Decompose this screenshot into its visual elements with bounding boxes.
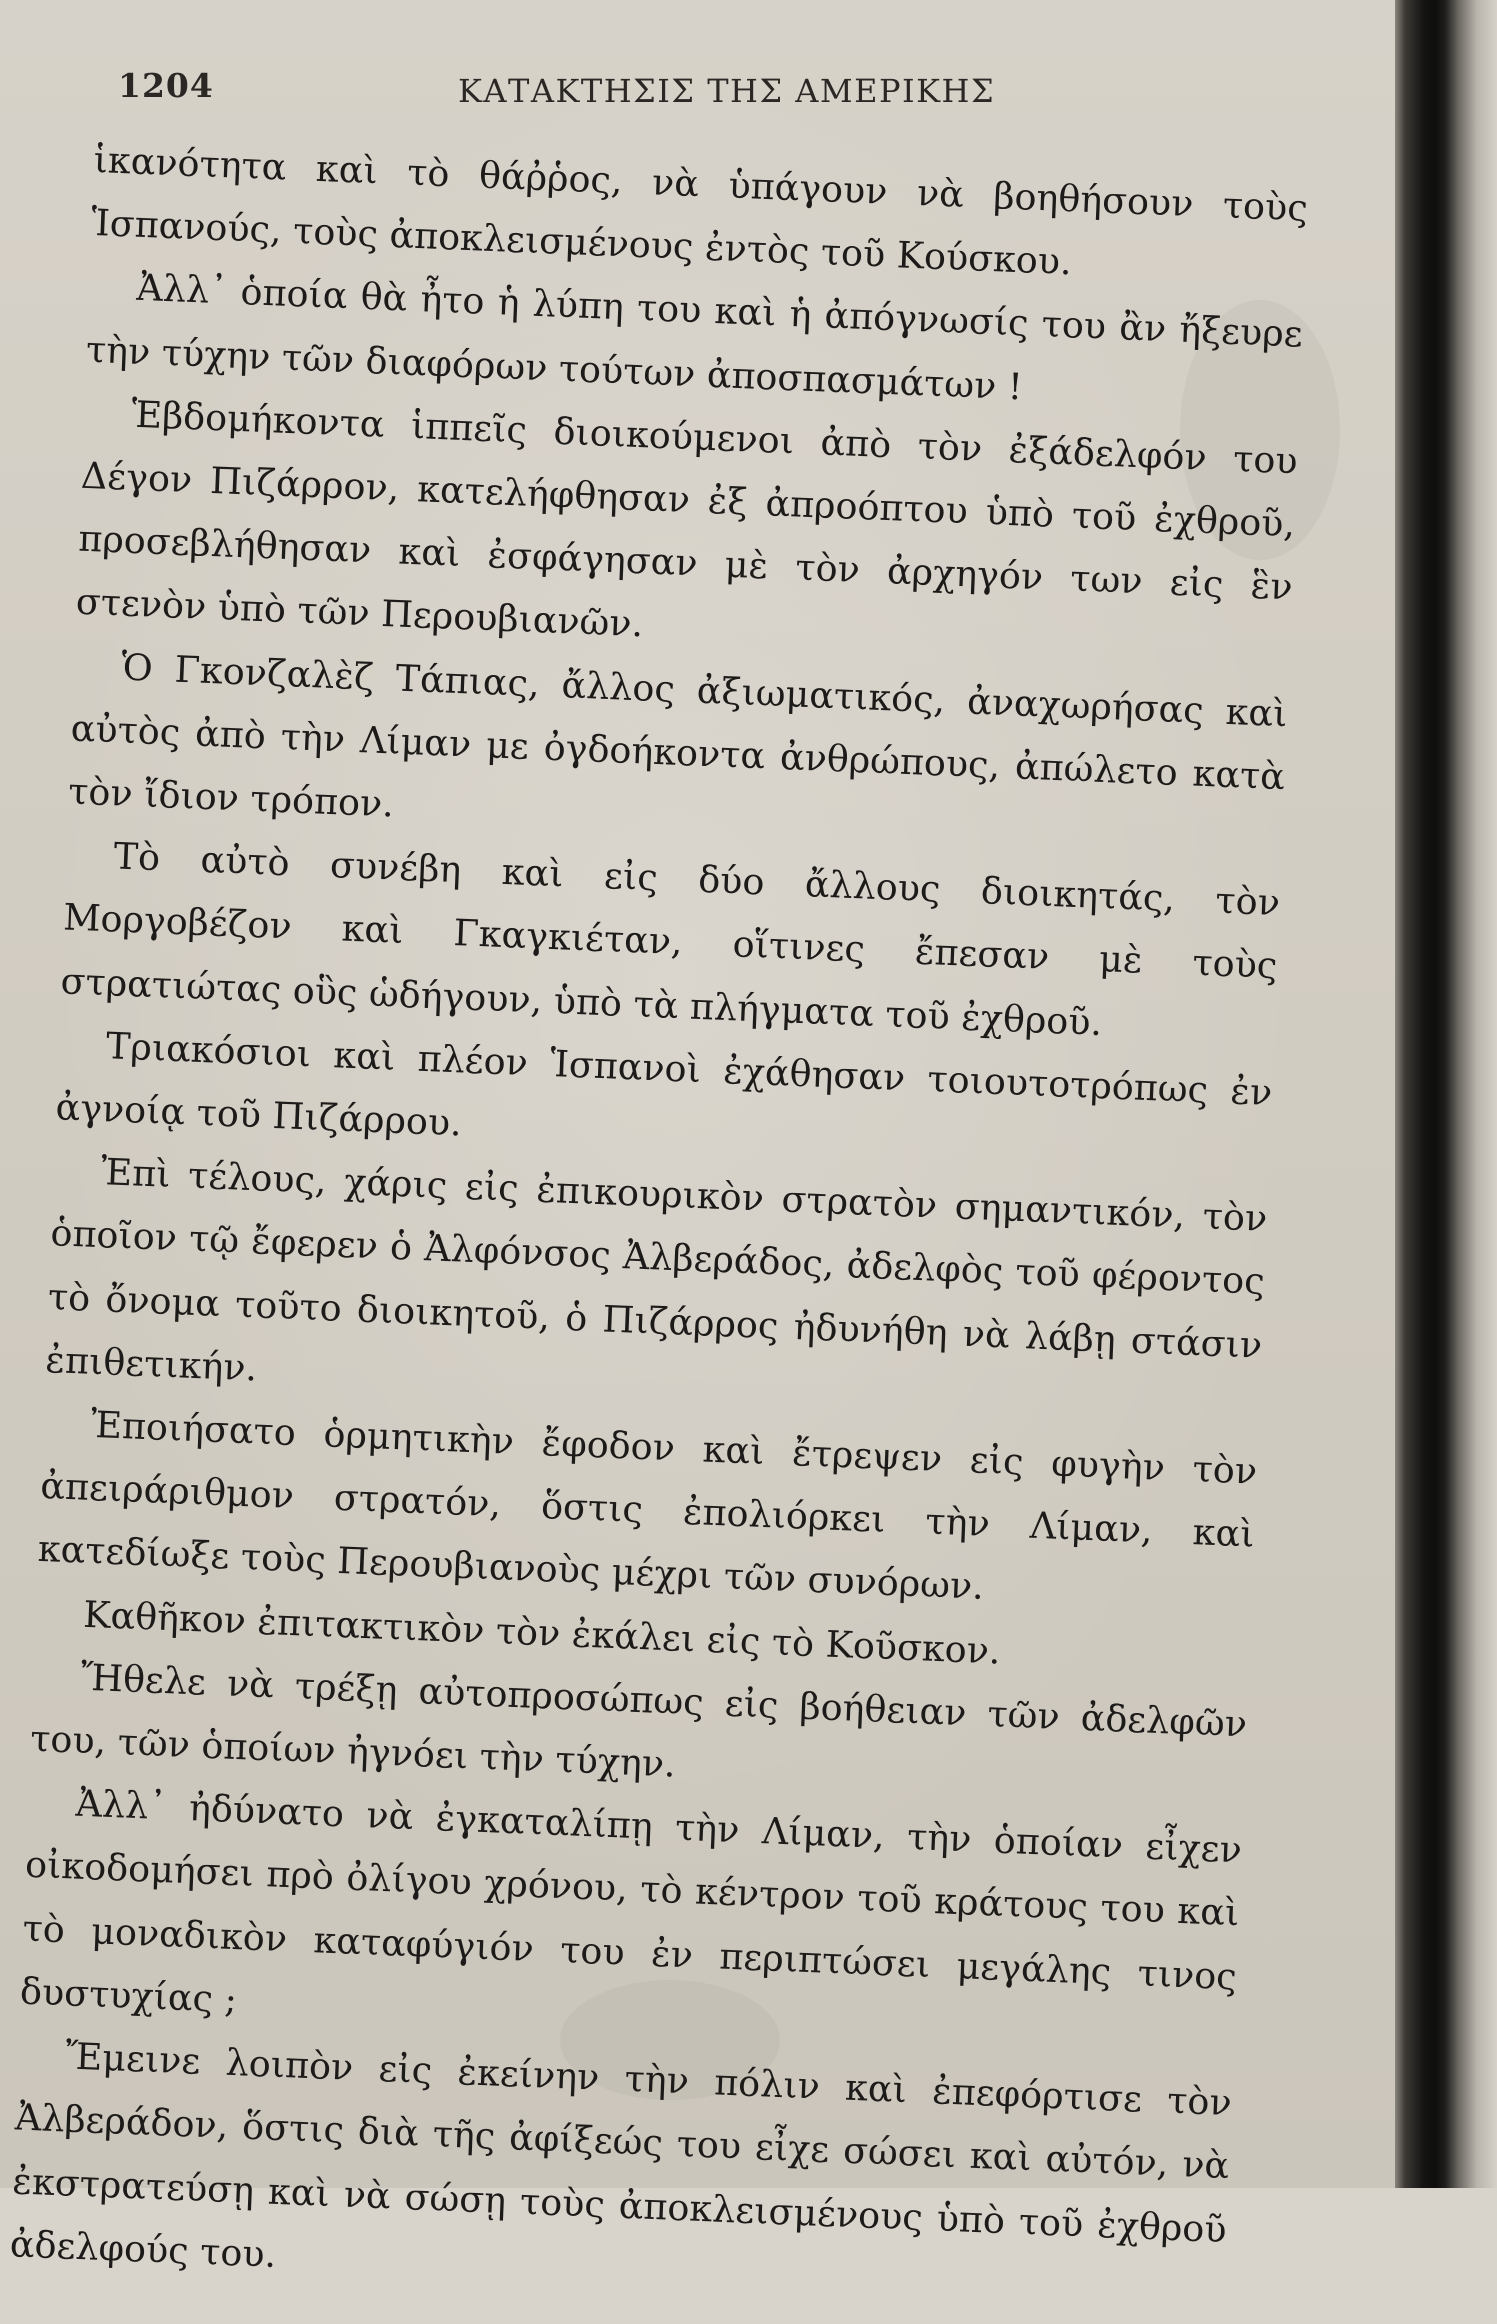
- paragraph: Καθῆκον ἐπιτακτικὸν τὸν ἐκάλει εἰς τὸ Κοῦσκον.: [82, 1592, 1002, 1673]
- paragraph: Ἀλλ᾽ ὁποία θὰ ἦτο ἡ λύπη του καὶ ἡ ἀπόγνωσίς του ἂν ἤξευρε τὴν τύχην τῶν διαφόρων τούτων ἀποσπασμάτων !: [85, 266, 1304, 409]
- book-gutter: [1395, 0, 1497, 2188]
- running-title: ΚΑΤΑΚΤΗΣΙΣ ΤΗΣ ΑΜΕΡΙΚΗΣ: [458, 72, 996, 110]
- paragraph: Τὸ αὐτὸ συνέβη καὶ εἰς δύο ἄλλους διοικητάς, τὸν Μοργοβέζον καὶ Γκαγκιέταν, οἵτινες ἔπεσαν μὲ τοὺς στρατιώτας οὓς ὡδήγουν, ὑπὸ τὰ πλήγματα τοῦ ἐχθροῦ.: [59, 834, 1281, 1044]
- paragraph: Ἑβδομήκοντα ἱππεῖς διοικούμενοι ἀπὸ τὸν ἐξάδελφόν του Δέγον Πιζάρρον, κατελήφθησαν ἐξ ἀπροόπτου ὑπὸ τοῦ ἐχθροῦ, προσεβλήθησαν καὶ ἐσφάγησαν μὲ τὸν ἀρχηγόν των εἰς ἓν στενὸν ὑπὸ τῶν Περουβιανῶν.: [75, 392, 1299, 646]
- paragraph: Ἤθελε νὰ τρέξῃ αὐτοπροσώπως εἰς βοήθειαν τῶν ἀδελφῶν του, τῶν ὁποίων ἠγνόει τὴν τύχην.: [29, 1655, 1248, 1786]
- paragraph: Ἐποιήσατο ὁρμητικὴν ἔφοδον καὶ ἔτρεψεν εἰς φυγὴν τὸν ἀπειράριθμον στρατόν, ὅστις ἐπολιόρκει τὴν Λίμαν, καὶ κατεδίωξε τοὺς Περουβιανοὺς μέχρι τῶν συνόρων.: [37, 1402, 1258, 1609]
- paragraph: Ἔμεινε λοιπὸν εἰς ἐκείνην τὴν πόλιν καὶ ἐπεφόρτισε τὸν Ἀλβεράδον, ὅστις διὰ τῆς ἀφίξεώς του εἶχε σώσει καὶ αὐτόν, νὰ ἐκστρατεύσῃ καὶ νὰ σώσῃ τοὺς ἀποκλεισμένους ὑπὸ τοῦ ἐχθροῦ ἀδελφούς του.: [9, 2034, 1233, 2276]
- paragraph: Ἐπὶ τέλους, χάρις εἰς ἐπικουρικὸν στρατὸν σημαντικόν, τὸν ὁποῖον τῷ ἔφερεν ὁ Ἀλφόνσος Ἀλβεράδος, ἀδελφὸς τοῦ φέροντος τὸ ὄνομα τοῦτο διοικητοῦ, ὁ Πιζάρρος ἠδυνήθη νὰ λάβῃ στάσιν ἐπιθετικήν.: [44, 1150, 1269, 1390]
- paragraph: ἱκανότητα καὶ τὸ θάῤῥος, νὰ ὑπάγουν νὰ βοηθήσουν τοὺς Ἱσπανούς, τοὺς ἀποκλεισμένους ἐντὸς τοῦ Κούσκου.: [90, 137, 1309, 284]
- text-body: [9, 128, 1309, 2276]
- page-header: [118, 66, 1268, 116]
- paragraph: Ὁ Γκονζαλὲζ Τάπιας, ἄλλος ἀξιωματικός, ἀναχωρήσας καὶ αὐτὸς ἀπὸ τὴν Λίμαν με ὀγδοήκοντα ἀνθρώπους, ἀπώλετο κατὰ τὸν ἴδιον τρόπον.: [67, 645, 1289, 826]
- page-number: 1204: [118, 66, 214, 105]
- paragraph: Τριακόσιοι καὶ πλέον Ἱσπανοὶ ἐχάθησαν τοιουτοτρόπως ἐν ἀγνοίᾳ τοῦ Πιζάρρου.: [54, 1024, 1274, 1145]
- paragraph: Ἀλλ᾽ ἠδύνατο νὰ ἐγκαταλίπῃ τὴν Λίμαν, τὴν ὁποίαν εἶχεν οἰκοδομήσει πρὸ ὀλίγου χρόνου, τὸ κέντρον τοῦ κράτους του καὶ τὸ μοναδικὸν καταφύγιόν του ἐν περιπτώσει μεγάλης τινος δυστυχίας ;: [19, 1781, 1243, 2022]
